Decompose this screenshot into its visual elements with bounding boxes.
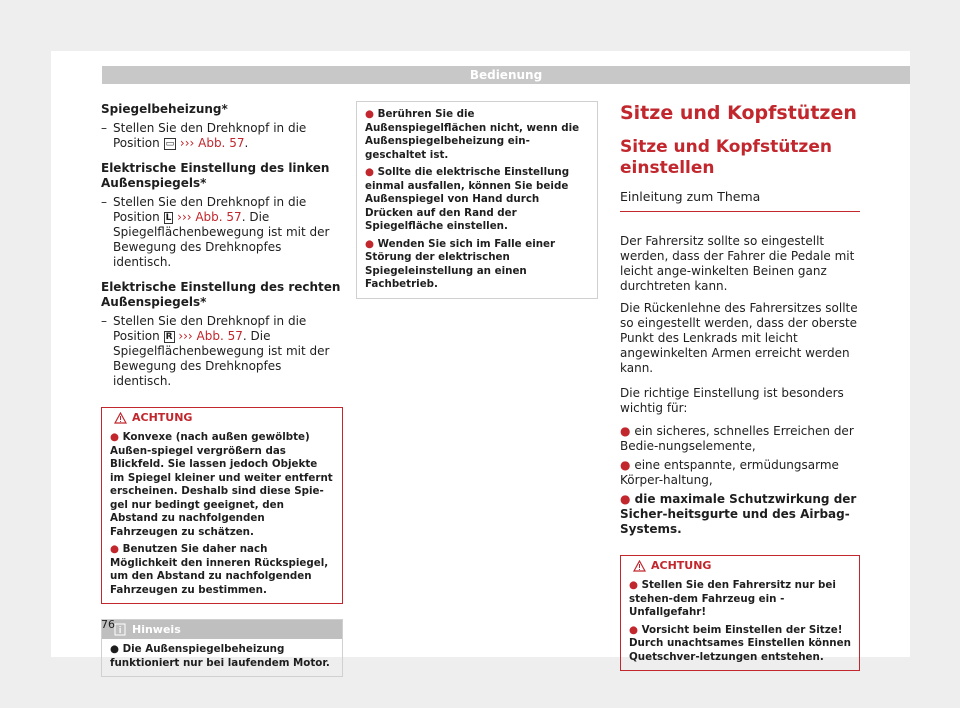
heading-left-mirror: Elektrische Einstellung des linken Außenspiegels* — [101, 161, 330, 190]
heading-right-mirror: Elektrische Einstellung des rechten Außenspiegels* — [101, 280, 341, 309]
warning-item: ● Vorsicht beim Einstellen der Sitze! Durch unachtsames Einstellen können Quetschver-letzungen entstehen. — [629, 623, 851, 663]
step-right-mirror: – Stellen Sie den Drehknopf in die Position R ››› Abb. 57. Die Spiegelflächenbewegung ist mit der Bewegung des Drehknopfes identisch. — [101, 314, 330, 388]
warning-header: ACHTUNG — [621, 556, 859, 575]
warning-item: ● Stellen Sie den Fahrersitz nur bei stehen-dem Fahrzeug ein - Unfallgefahr! — [629, 579, 836, 618]
warning-box — [620, 555, 860, 671]
warning-body — [621, 575, 859, 670]
step-dash: – — [101, 121, 107, 135]
warning-triangle-icon — [114, 411, 127, 430]
right-mirror-icon: R — [165, 332, 173, 342]
step-dash: – — [101, 195, 107, 209]
figure-ref-link[interactable]: ››› Abb. 57 — [178, 329, 243, 343]
warning-box — [101, 407, 343, 604]
step-mirror-heating: – Stellen Sie den Drehknopf in die Position ▭ ››› Abb. 57. — [101, 121, 307, 150]
list-item: ● die maximale Schutzwirkung der Sicher-heitsgurte und des Airbag-Systems. — [620, 492, 857, 536]
step-dash: – — [101, 314, 107, 328]
note-item: ● Die Außenspiegelbeheizung funktioniert nur bei laufendem Motor. — [110, 643, 330, 669]
page-header: Bedienung — [102, 66, 910, 84]
section-title: Sitze und Kopfstützen — [620, 102, 857, 124]
figure-ref-link[interactable]: ››› Abb. 57 — [177, 210, 242, 224]
paragraph: Die richtige Einstellung ist besonders wichtig für: — [620, 386, 844, 415]
warning-item: ● Berühren Sie die Außenspiegelflächen nicht, wenn die Außenspiegelbeheizung ein-geschaltet ist. — [365, 108, 580, 161]
warning-item: ● Benutzen Sie daher nach Möglichkeit den inneren Rückspiegel, um den Abstand zu nachfolgenden Fahrzeugen zu bestimmen. — [110, 543, 329, 596]
warning-continuation-body — [357, 102, 597, 298]
note-body — [102, 639, 342, 676]
topic-title: Einleitung zum Thema — [620, 189, 860, 212]
warning-body — [102, 427, 342, 603]
left-column — [101, 102, 343, 677]
warning-triangle-icon — [633, 559, 646, 578]
left-mirror-icon: L — [165, 213, 172, 223]
info-icon — [114, 623, 126, 642]
list-item: ● ein sicheres, schnelles Erreichen der Bedie-nungselemente, — [620, 424, 854, 453]
note-box — [101, 619, 343, 677]
warning-item: ● Wenden Sie sich im Falle einer Störung der elektrischen Spiegeleinstellung an einen Fachbetrieb. — [365, 237, 556, 290]
warning-continuation-box — [356, 101, 598, 299]
paragraph: Der Fahrersitz sollte so eingestellt werden, dass der Fahrer die Pedale mit leicht ange-winkelten Beinen ganz durchtreten kann. — [620, 234, 855, 293]
page — [51, 51, 910, 669]
page-number: 76 — [101, 618, 115, 631]
step-left-mirror: – Stellen Sie den Drehknopf in die Position L ››› Abb. 57. Die Spiegelflächenbewegung ist mit der Bewegung des Drehknopfes identisch. — [101, 195, 330, 269]
right-column — [620, 101, 860, 671]
warning-item: ● Sollte die elektrische Einstellung einmal ausfallen, können Sie beide Außenspiegel von Hand durch Drücken auf den Rand der Spiegelfläche einstellen. — [365, 166, 570, 232]
paragraph: Die Rückenlehne des Fahrersitzes sollte so eingestellt werden, dass der oberste Punkt des Lenkrads mit leicht angewinkelten Armen erreicht werden kann. — [620, 301, 858, 375]
middle-column — [356, 101, 598, 299]
warning-header: ACHTUNG — [102, 408, 342, 427]
figure-ref-link[interactable]: ››› Abb. 57 — [179, 136, 245, 150]
warning-item: ● Konvexe (nach außen gewölbte) Außen-spiegel vergrößern das Blickfeld. Sie lassen jedoch Objekte im Spiegel kleiner und weiter entfernt erscheinen. Deshalb sind diese Spie-gel nur bedingt geeignet, den Abstand zu nachfolgenden Fahrzeugen zu schätzen. — [110, 431, 333, 538]
mirror-heating-icon: ▭ — [165, 139, 175, 149]
heading-mirror-heating: Spiegelbeheizung* — [101, 102, 228, 116]
subsection-title: Sitze und Kopfstützen einstellen — [620, 137, 832, 178]
list-item: ● eine entspannte, ermüdungsarme Körper-haltung, — [620, 458, 839, 487]
note-header: Hinweis — [102, 620, 342, 639]
